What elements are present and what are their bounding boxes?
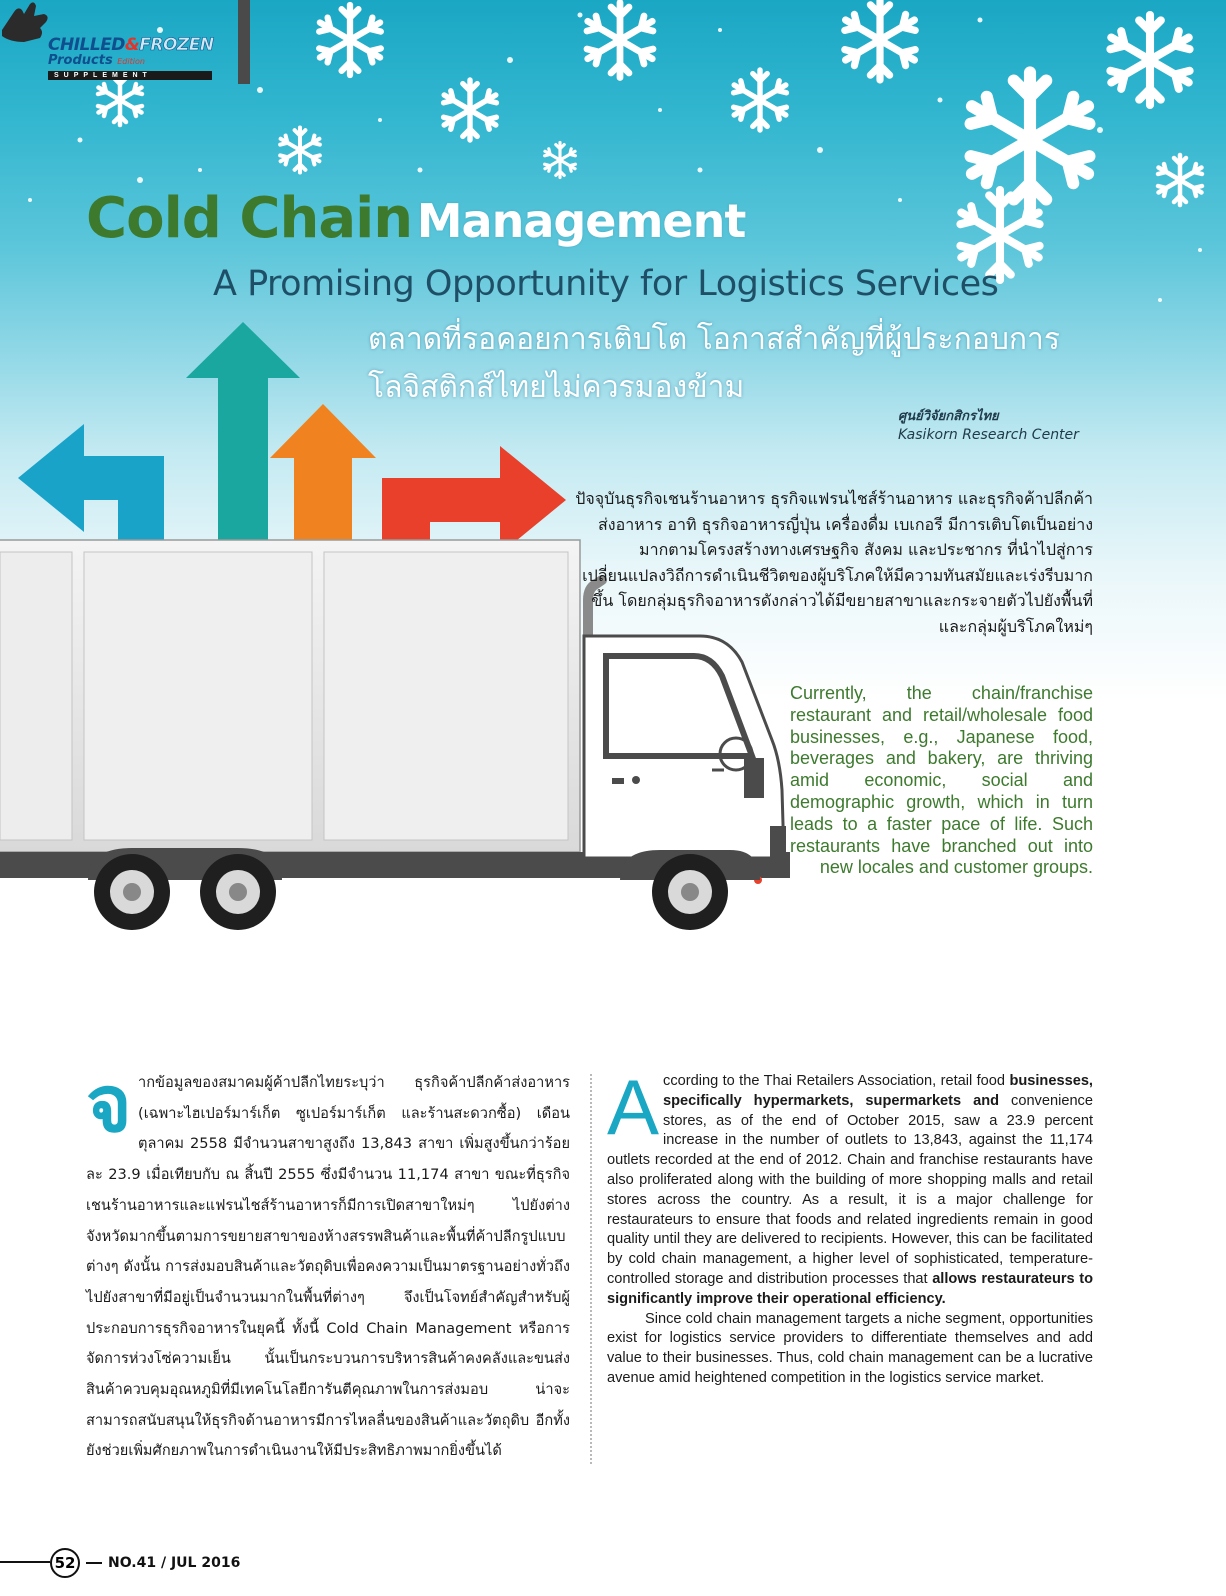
body-column-english bbox=[607, 1063, 1094, 1389]
english-p1-bold: businesses, specifically hypermarkets, supermarkets and bbox=[663, 1073, 1093, 1109]
author-credit bbox=[898, 408, 1079, 444]
body-column-thai bbox=[86, 1060, 570, 1467]
truck-cargo-box bbox=[0, 540, 580, 852]
logo-supplement-bar: SUPPLEMENT bbox=[48, 71, 212, 80]
logo-amp: & bbox=[124, 35, 140, 55]
english-p1-middle: convenience stores, as of the end of October 2015, saw a 23.9 percent increase in the number of outlets to 13,843, against the 11,174 outlets recorded at the end of 2012. Chain and franchise restaurants have also proliferated along with the building of more shopping malls and retail stores across the country. As a result, it is a major challenge for restaurateurs to ensure that foods and related ingredients remain in good quality until they are delivered to recipients. However, this can be facilitated by cold chain management, a higher level of sophisticated, temperature-controlled storage and distribution processes that bbox=[607, 1092, 1093, 1287]
thai-body-text: ากข้อมูลของสมาคมผู้ค้าปลีกไทยระบุว่า ธุรกิจค้าปลีกค้าส่งอาหาร (เฉพาะไฮเปอร์มาร์เก็ต ซูเปอร์มาร์เก็ต และร้านสะดวกซื้อ) เดือนตุลาคม 2558 มีจำนวนสาขาสูงถึง 13,843 สาขา เพิ่มสูงขึ้นกว่าร้อยละ 23.9 เมื่อเทียบกับ ณ สิ้นปี 2555 ซึ่งมีจำนวน 11,174 สาขา ขณะที่ธุรกิจเชนร้านอาหารและแฟรนไชส์ร้านอาหารก็มีการเปิดสาขาใหม่ๆ ไปยังต่างจังหวัดมากขึ้นตามการขยายสาขาของห้างสรรพสินค้าและพื้นที่ค้าปลีกรูปแบบต่างๆ ดังนั้น การส่งมอบสินค้าและวัตถุดิบเพื่อคงความเป็นมาตรฐานอย่างทั่วถึงไปยังสาขาที่มีอยู่เป็นจำนวนมากในพื้นที่ต่างๆ จึงเป็นโจทย์สำคัญสำหรับผู้ประกอบการธุรกิจอาหารในยุคนี้ ทั้งนี้ Cold Chain Management หรือการจัดการห่วงโซ่ความเย็น นั้นเป็นกระบวนการบริหารสินค้าคงคลังและขนส่งสินค้าควบคุมอุณหภูมิที่มีเทคโนโลยีการันตีคุณภาพในการส่งมอบ น่าจะสามารถสนับสนุนให้ธุรกิจด้านอาหารมีการไหลลื่นของสินค้าและวัตถุดิบ อีกทั้งยังช่วยเพิ่มศักยภาพในการดำเนินงานให้มีประสิทธิภาพมากยิ่งขึ้นได้ bbox=[86, 1074, 570, 1460]
thai-drop-cap: จ bbox=[86, 1060, 132, 1150]
page-footer bbox=[50, 1548, 240, 1578]
kasikorn-hand-icon bbox=[0, 0, 50, 44]
credit-english: Kasikorn Research Center bbox=[898, 427, 1079, 443]
thai-subtitle bbox=[368, 316, 1128, 412]
english-drop-cap: A bbox=[607, 1063, 660, 1151]
credit-thai: ศูนย์วิจัยกสิกรไทย bbox=[898, 409, 999, 424]
footer-connector bbox=[86, 1562, 102, 1564]
header-vertical-bar bbox=[238, 0, 250, 84]
column-divider bbox=[590, 1074, 592, 1464]
logo-title bbox=[48, 36, 224, 54]
logo-chilled: CHILLED bbox=[48, 35, 125, 55]
english-p1-bold-end: allows restaurateurs to significantly improve their operational efficiency. bbox=[607, 1270, 1094, 1307]
thai-subtitle-line-2: โลจิสติกส์ไทยไม่ควรมองข้าม bbox=[368, 370, 745, 405]
english-paragraph-2: Since cold chain management targets a niche segment, opportunities exist for logistics service providers to differentiate themselves and add value to their businesses. Thus, cold chain management can be a lucrative avenue amid heightened competition in the logistics service market. bbox=[607, 1310, 1093, 1386]
logo-frozen: FROZEN bbox=[139, 35, 214, 55]
title-cold-chain: Cold Chain bbox=[86, 186, 413, 251]
logo-subtitle bbox=[48, 54, 224, 69]
english-paragraph-1 bbox=[607, 1063, 1094, 1310]
article-subtitle: A Promising Opportunity for Logistics Services bbox=[213, 264, 999, 304]
logo-edition: Edition bbox=[117, 57, 145, 66]
logo-products: Products bbox=[48, 53, 113, 68]
footer-rule bbox=[0, 1561, 50, 1563]
publication-logo bbox=[48, 36, 224, 80]
english-p1-start: ccording to the Thai Retailers Association, retail food bbox=[663, 1073, 1010, 1089]
article-title bbox=[86, 186, 745, 251]
intro-english-paragraph: Currently, the chain/franchise restaurant and retail/wholesale food businesses, e.g., Japanese food, beverages and bakery, are thriving amid economic, social and demographic growth, which in turn leads to a faster pace of life. Such restaurants have branched out into new locales and customer groups. bbox=[790, 683, 1093, 878]
truck-cab bbox=[584, 636, 786, 884]
page-number: 52 bbox=[50, 1548, 80, 1578]
title-management: Management bbox=[416, 194, 746, 248]
issue-label: NO.41 / JUL 2016 bbox=[108, 1555, 241, 1571]
intro-thai-paragraph: ปัจจุบันธุรกิจเชนร้านอาหาร ธุรกิจแฟรนไชส์ร้านอาหาร และธุรกิจค้าปลีกค้าส่งอาหาร อาทิ ธุรกิจอาหารญี่ปุ่น เครื่องดื่ม เบเกอรี มีการเติบโตเป็นอย่างมากตามโครงสร้างทางเศรษฐกิจ สังคม และประชากร ที่นำไปสู่การเปลี่ยนแปลงวิถีการดำเนินชีวิตของผู้บริโภคให้มีความทันสมัยและเร่งรีบมากขึ้น โดยกลุ่มธุรกิจอาหารดังกล่าวได้มีขยายสาขาและกระจายตัวไปยังพื้นที่และกลุ่มผู้บริโภคใหม่ๆ bbox=[575, 489, 1093, 636]
thai-subtitle-line-1: ตลาดที่รอคอยการเติบโต โอกาสสำคัญที่ผู้ประกอบการ bbox=[368, 322, 1061, 357]
